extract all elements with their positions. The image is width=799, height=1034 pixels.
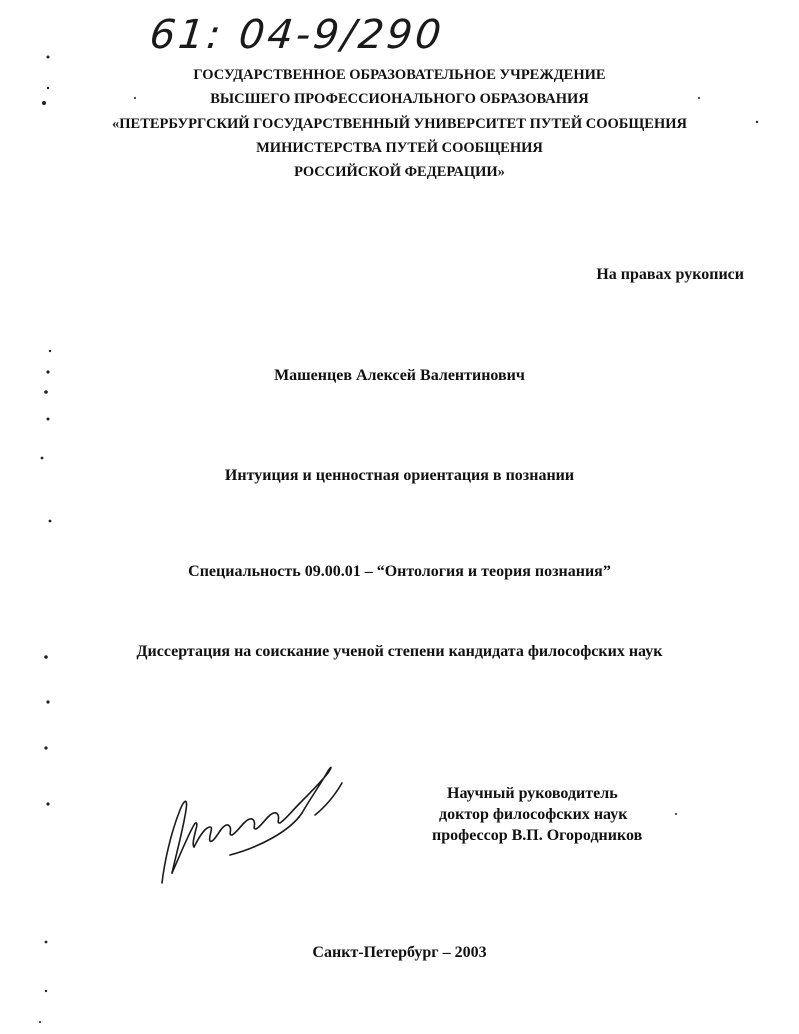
header-line-4: МИНИСТЕРСТВА ПУТЕЙ СООБЩЕНИЯ [256,139,543,156]
supervisor-degree: доктор философских наук [439,806,628,823]
rights-note: На правах рукописи [596,266,744,283]
dissertation-title: Интуиция и ценностная ориентация в познании [224,467,575,484]
header-line-2: ВЫСШЕГО ПРОФЕССИОНАЛЬНОГО ОБРАЗОВАНИЯ [210,91,589,108]
handwritten-catalog-code: 61: 04-9/290 [147,12,447,58]
supervisor-name: профессор В.П. Огородников [432,827,643,844]
header-line-3: «ПЕТЕРБУРГСКИЙ ГОСУДАРСТВЕННЫЙ УНИВЕРСИТЕТ ПУТЕЙ СООБЩЕНИЯ [112,115,687,132]
institution-header [0,63,799,184]
supervisor-block [432,783,642,846]
author-name: Машенцев Алексей Валентинович [274,367,525,384]
specialty-line: Специальность 09.00.01 – “Онтология и теория познания” [188,563,611,580]
dissertation-degree-line: Диссертация на соискание ученой степени кандидата философских наук [136,643,663,660]
city-year: Санкт-Петербург – 2003 [312,944,487,961]
supervisor-role: Научный руководитель [447,785,618,802]
header-line-5: РОССИЙСКОЙ ФЕДЕРАЦИИ» [294,164,505,181]
handwritten-signature [150,755,350,890]
header-line-1: ГОСУДАРСТВЕННОЕ ОБРАЗОВАТЕЛЬНОЕ УЧРЕЖДЕНИЕ [193,67,606,83]
